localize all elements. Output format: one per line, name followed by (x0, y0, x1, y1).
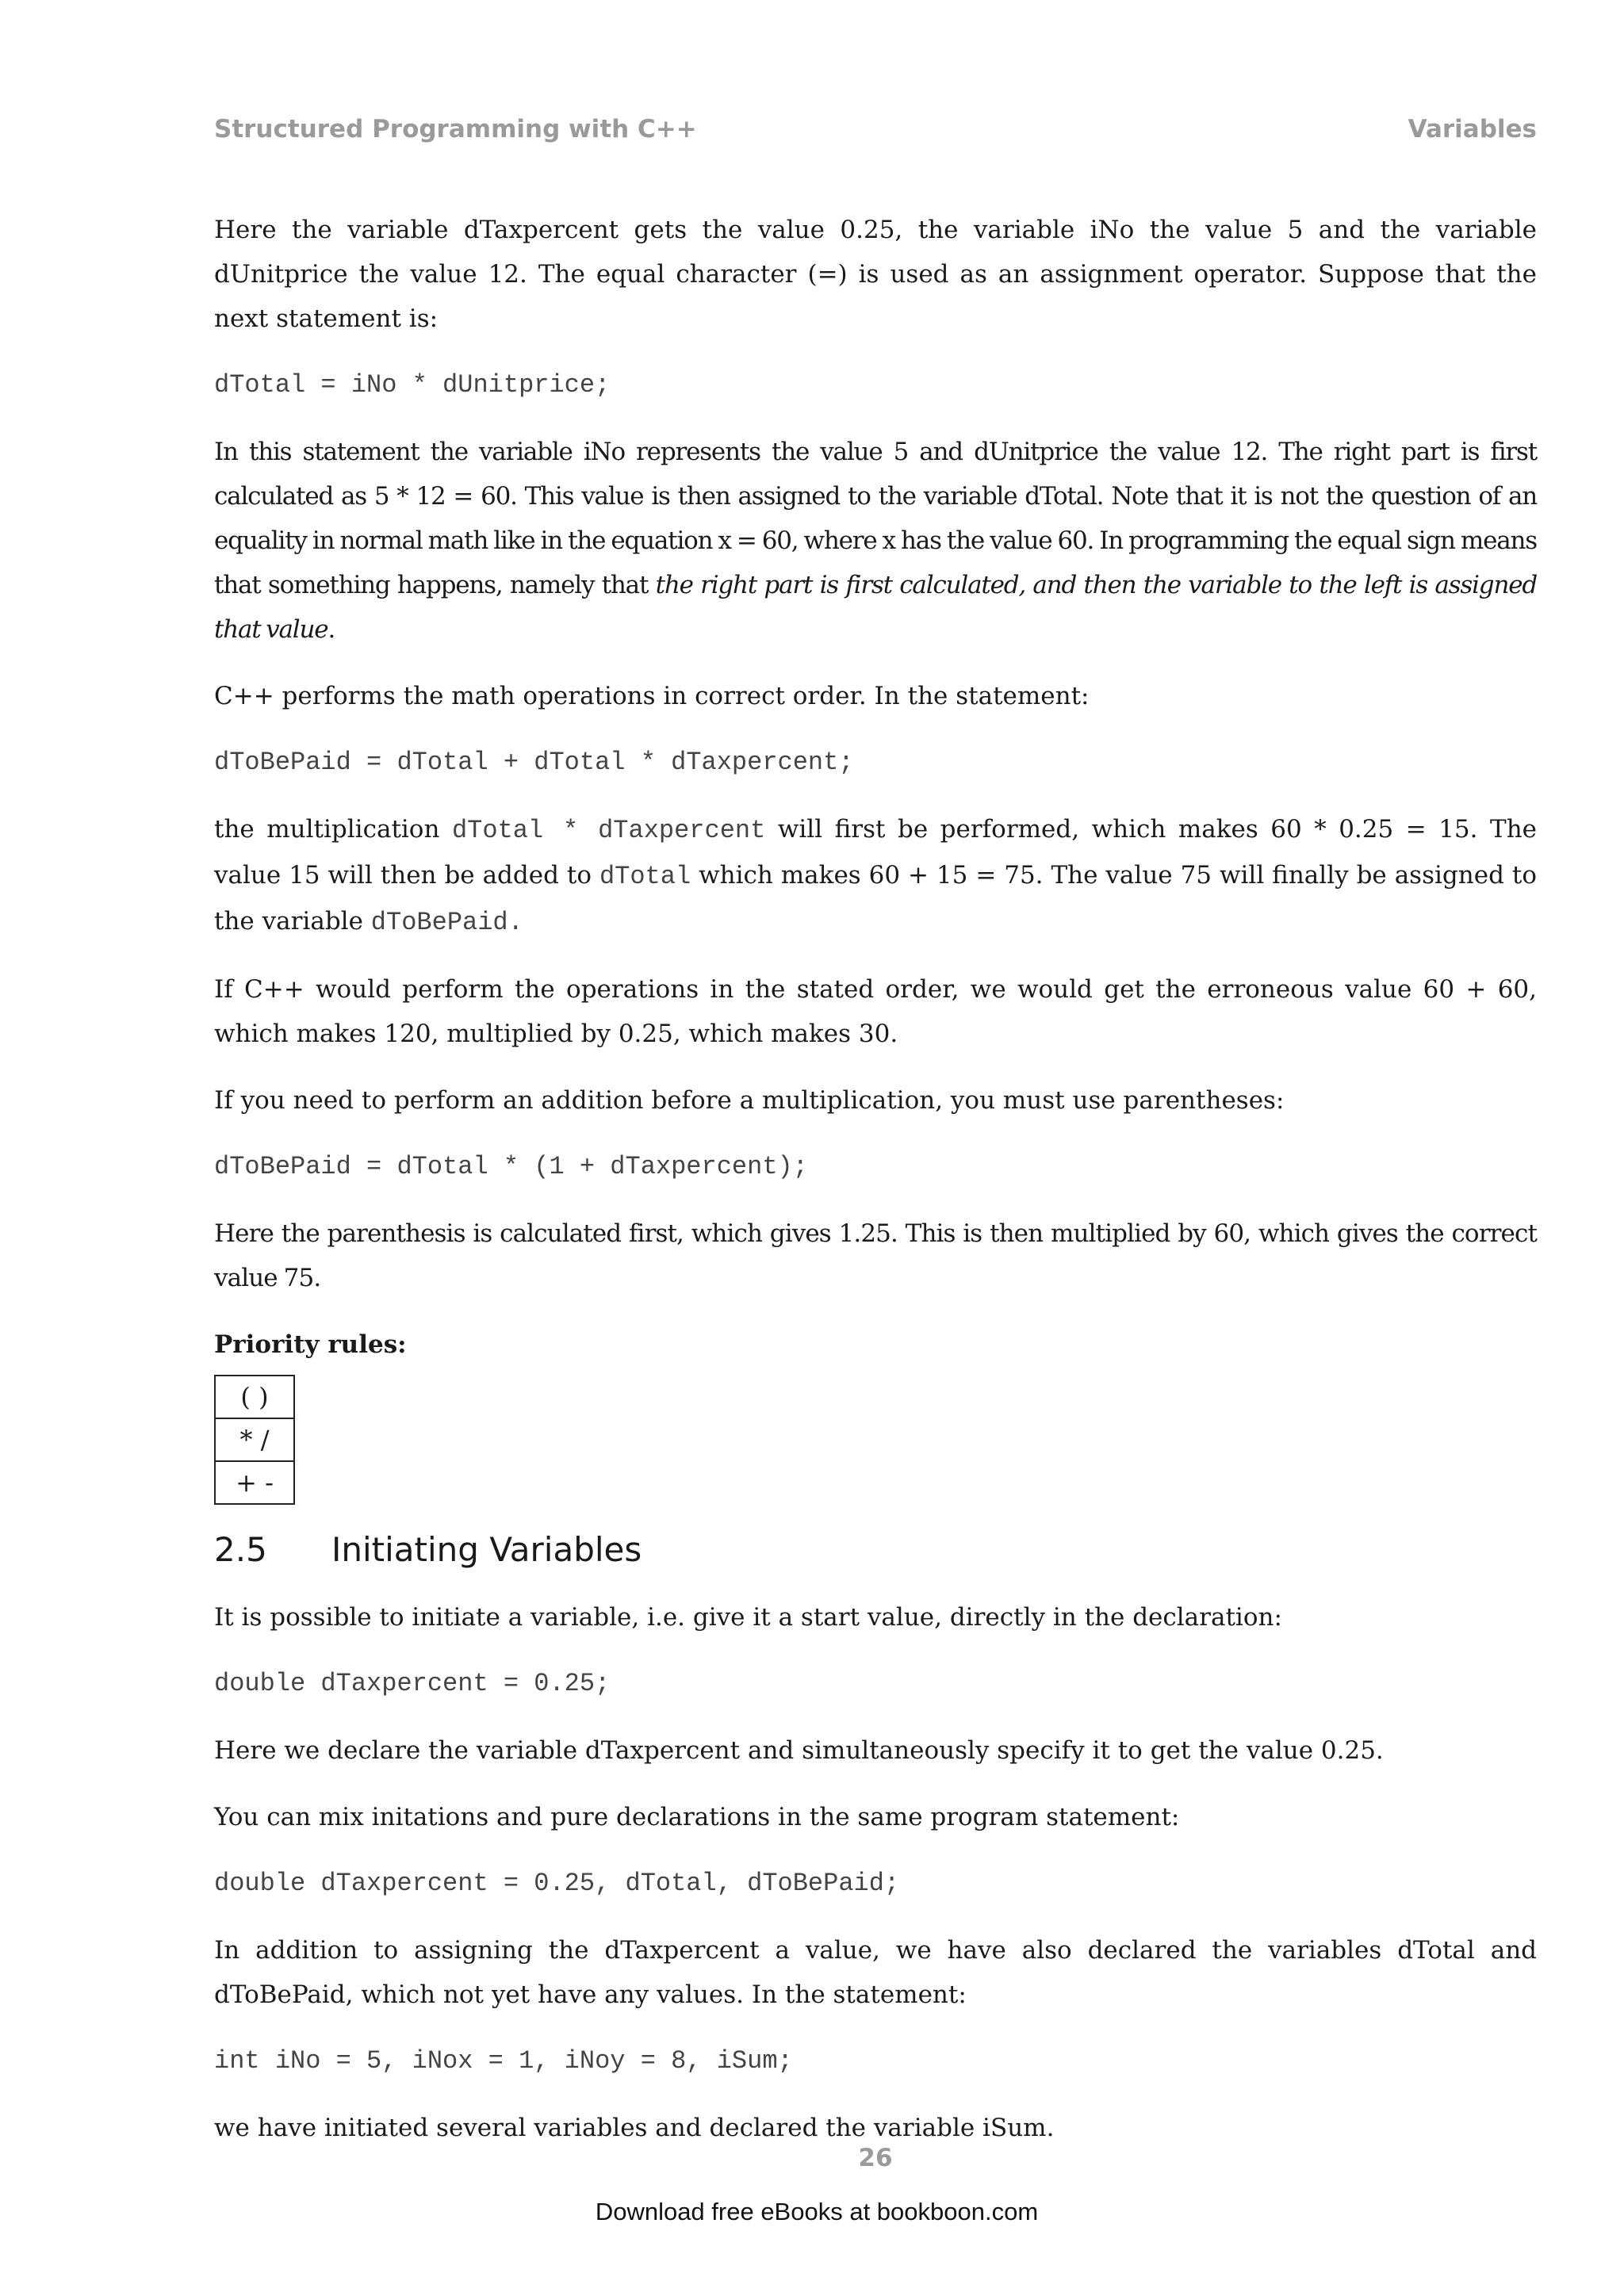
table-cell: + - (215, 1461, 294, 1504)
chapter-title: Variables (1408, 115, 1537, 144)
paragraph: Here the variable dTaxpercent gets the value 0.25, the variable iNo the value 5 and the variable dUnitprice the value 12. The equal character (=) is used as an assignment operator. Suppose that the next statement is: (214, 216, 1537, 333)
code-line: int iNo = 5, iNox = 1, iNoy = 8, iSum; (214, 2046, 793, 2076)
section-number: 2.5 (214, 1530, 267, 1569)
text-run: the multiplication (214, 815, 452, 844)
download-link[interactable]: Download free eBooks at bookboon.com (595, 2198, 1039, 2225)
book-title: Structured Programming with C++ (214, 115, 697, 144)
page-number: 26 (858, 2144, 893, 2172)
section-heading (214, 1522, 1537, 1578)
table-row (215, 1376, 294, 1418)
code-line: dToBePaid = dTotal * (1 + dTaxpercent); (214, 1152, 808, 1181)
section-title: Initiating Variables (331, 1530, 642, 1569)
paragraph: If you need to perform an addition before a multiplication, you must use parentheses: (214, 1086, 1285, 1115)
paragraph: Here we declare the variable dTaxpercent and simultaneously specify it to get the value 0.25. (214, 1736, 1384, 1765)
table-row (215, 1461, 294, 1504)
paragraph (214, 430, 1537, 652)
text-run: which makes 60 + 15 = 75. The value 75 will finally be assigned to the variable (214, 861, 1537, 936)
inline-code: dTotal * dTaxpercent (451, 816, 766, 845)
code-line: double dTaxpercent = 0.25; (214, 1669, 611, 1698)
paragraph: In addition to assigning the dTaxpercent a value, we have also declared the variables dTotal and dToBePaid, which not yet have any values. In the statement: (214, 1936, 1537, 2009)
paragraph: It is possible to initiate a variable, i.e. give it a start value, directly in the declaration: (214, 1603, 1282, 1632)
paragraph: Here the parenthesis is calculated first, which gives 1.25. This is then multiplied by 60, which gives the correct value 75. (214, 1219, 1537, 1292)
page-content (214, 208, 1537, 2172)
text-run: In this statement the variable iNo represents the value 5 and dUnitprice the value 12. The right part is first calculated as 5 * 12 = 60. This value is then assigned to the variable dTotal. Note that it is not the question of an equality in normal math like in the equation x = 60, where x has the value 60. In programming the equal sign means that something happens, namely that (214, 438, 1537, 599)
running-header (214, 115, 1537, 147)
italic-text: the right part is first calculated, and then the variable to the left is assigned that value (214, 571, 1538, 644)
text-run: will first be performed, which makes 60 * 0.25 = 15. The value 15 will then be added to (214, 815, 1538, 890)
paragraph: we have initiated several variables and declared the variable iSum. (214, 2114, 1055, 2142)
table-cell: ( ) (215, 1376, 294, 1418)
paragraph: You can mix initations and pure declarations in the same program statement: (214, 1803, 1180, 1831)
inline-code: dToBePaid. (370, 908, 523, 937)
code-line: dTotal = iNo * dUnitprice; (214, 370, 611, 400)
code-line: dToBePaid = dTotal + dTotal * dTaxpercent; (214, 748, 854, 777)
priority-rules-label: Priority rules: (214, 1330, 407, 1359)
table-cell: * / (215, 1418, 294, 1461)
table-row (215, 1418, 294, 1461)
paragraph: If C++ would perform the operations in the stated order, we would get the erroneous value 60 + 60, which makes 120, multiplied by 0.25, which makes 30. (214, 975, 1537, 1048)
inline-code: dTotal (599, 862, 691, 891)
paragraph (214, 807, 1537, 945)
priority-table (214, 1375, 295, 1505)
text-run: . (327, 615, 335, 644)
paragraph: C++ performs the math operations in correct order. In the statement: (214, 682, 1090, 710)
code-line: double dTaxpercent = 0.25, dTotal, dToBePaid; (214, 1869, 900, 1898)
document-page (214, 0, 1537, 2296)
